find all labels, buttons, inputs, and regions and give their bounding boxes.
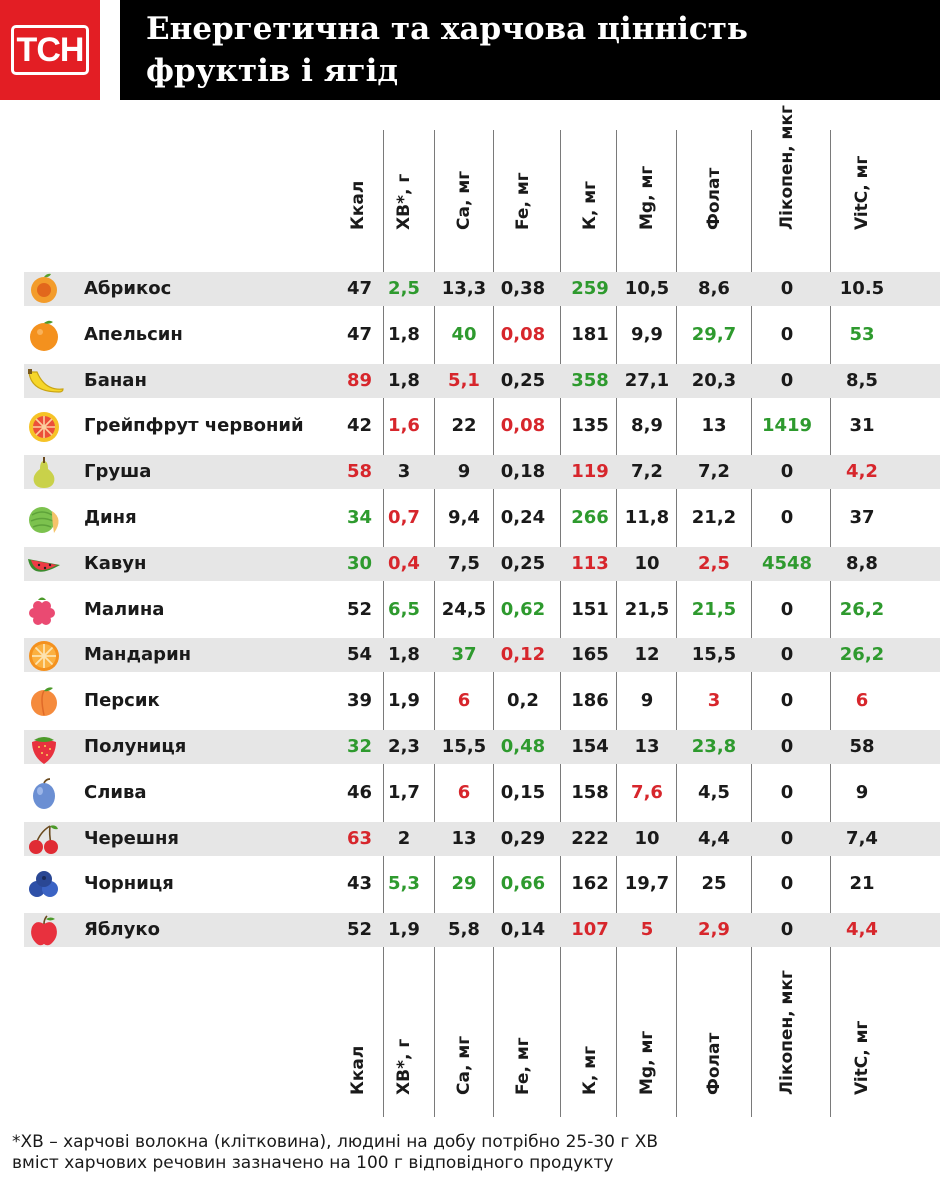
cell-lycopene: 0 — [780, 828, 794, 849]
melon-icon — [24, 501, 64, 535]
cell-calcium: 6 — [457, 690, 471, 711]
table-row — [24, 638, 940, 672]
cell-magnesium: 10,5 — [624, 278, 670, 299]
cell-folate: 7,2 — [698, 461, 730, 482]
grapefruit-icon — [24, 409, 64, 443]
column-header-label: Fe, мг — [513, 1037, 533, 1095]
banana-icon — [24, 364, 64, 398]
column-footer-folate — [688, 985, 740, 1115]
cell-vitamin-c: 6 — [855, 690, 869, 711]
raspberry-icon — [24, 593, 64, 627]
column-footer-lycopene — [761, 970, 813, 1115]
cell-magnesium: 9 — [640, 690, 654, 711]
cell-iron: 0,18 — [500, 461, 546, 482]
cell-magnesium: 12 — [634, 644, 660, 665]
cell-iron: 0,08 — [500, 415, 546, 436]
cell-calcium: 22 — [451, 415, 477, 436]
table-row — [24, 318, 940, 352]
table-row — [24, 776, 940, 810]
cell-lycopene: 0 — [780, 919, 794, 940]
column-header-label: Mg, мг — [637, 1030, 657, 1095]
fruit-name: Абрикос — [84, 278, 172, 299]
cell-potassium: 162 — [571, 873, 609, 894]
fruit-name: Груша — [84, 461, 152, 482]
cell-potassium: 266 — [571, 507, 609, 528]
cell-calcium: 7,5 — [448, 553, 480, 574]
table-row — [24, 867, 940, 901]
cell-magnesium: 8,9 — [631, 415, 663, 436]
cell-lycopene: 0 — [780, 736, 794, 757]
cell-lycopene: 0 — [780, 461, 794, 482]
cell-lycopene: 0 — [780, 599, 794, 620]
table-row — [24, 364, 940, 398]
column-header-lycopene — [761, 105, 813, 250]
cell-lycopene: 0 — [780, 782, 794, 803]
cell-folate: 2,5 — [698, 553, 730, 574]
column-header-iron — [497, 120, 549, 250]
logo-frame — [11, 25, 89, 75]
cell-iron: 0,38 — [500, 278, 546, 299]
cell-folate: 13 — [701, 415, 727, 436]
cell-vitamin-c: 9 — [855, 782, 869, 803]
cell-magnesium: 21,5 — [624, 599, 670, 620]
cell-potassium: 113 — [571, 553, 609, 574]
cell-folate: 20,3 — [691, 370, 737, 391]
table-row — [24, 822, 940, 856]
cell-calcium: 13,3 — [441, 278, 487, 299]
cherry-icon — [24, 822, 64, 856]
cell-magnesium: 19,7 — [624, 873, 670, 894]
cell-magnesium: 7,6 — [631, 782, 663, 803]
cell-fiber: 1,8 — [388, 644, 420, 665]
column-header-label: Ca, мг — [454, 170, 474, 230]
cell-magnesium: 10 — [634, 828, 660, 849]
column-header-label: Ккал — [348, 1045, 368, 1095]
cell-lycopene: 0 — [780, 690, 794, 711]
cell-magnesium: 10 — [634, 553, 660, 574]
cell-potassium: 358 — [571, 370, 609, 391]
cell-iron: 0,62 — [500, 599, 546, 620]
orange-icon — [24, 318, 64, 352]
column-footer-magnesium — [621, 985, 673, 1115]
cell-potassium: 119 — [571, 461, 609, 482]
cell-kcal: 46 — [346, 782, 372, 803]
fruit-name: Черешня — [84, 828, 179, 849]
fruit-name: Персик — [84, 690, 160, 711]
cell-fiber: 2,3 — [388, 736, 420, 757]
cell-lycopene: 1419 — [761, 415, 813, 436]
cell-vitamin-c: 8,5 — [846, 370, 878, 391]
table-row — [24, 730, 940, 764]
cell-potassium: 151 — [571, 599, 609, 620]
cell-lycopene: 0 — [780, 370, 794, 391]
column-header-label: Ca, мг — [454, 1035, 474, 1095]
cell-kcal: 47 — [346, 278, 372, 299]
fruit-name: Грейпфрут червоний — [84, 415, 304, 436]
table-row — [24, 913, 940, 947]
fruit-name: Диня — [84, 507, 137, 528]
cell-fiber: 5,3 — [388, 873, 420, 894]
cell-calcium: 29 — [451, 873, 477, 894]
cell-iron: 0,2 — [507, 690, 539, 711]
cell-fiber: 1,9 — [388, 919, 420, 940]
cell-iron: 0,24 — [500, 507, 546, 528]
cell-calcium: 24,5 — [441, 599, 487, 620]
cell-calcium: 13 — [451, 828, 477, 849]
footnote-line-1: *ХВ – харчові волокна (клітковина), людині на добу потрібно 25-30 г ХВ — [12, 1132, 659, 1152]
cell-kcal: 47 — [346, 324, 372, 345]
page-title-line-2: фруктів і ягід — [146, 53, 399, 89]
column-header-label: Лікопен, мкг — [777, 970, 797, 1095]
fruit-name: Малина — [84, 599, 165, 620]
fruit-name: Полуниця — [84, 736, 187, 757]
table-row — [24, 593, 940, 627]
cell-folate: 4,5 — [698, 782, 730, 803]
cell-vitamin-c: 8,8 — [846, 553, 878, 574]
column-header-potassium — [564, 120, 616, 250]
cell-fiber: 1,7 — [388, 782, 420, 803]
column-header-magnesium — [621, 120, 673, 250]
cell-lycopene: 0 — [780, 278, 794, 299]
column-header-label: К, мг — [580, 180, 600, 230]
column-footer-calcium — [438, 985, 490, 1115]
column-header-label: VitC, мг — [852, 1020, 872, 1095]
column-header-folate — [688, 120, 740, 250]
cell-kcal: 52 — [346, 919, 372, 940]
cell-fiber: 1,8 — [388, 324, 420, 345]
table-row — [24, 684, 940, 718]
apricot-icon — [24, 272, 64, 306]
blueberry-icon — [24, 867, 64, 901]
page-title-line-1: Енергетична та харчова цінність — [146, 11, 748, 47]
cell-folate: 8,6 — [698, 278, 730, 299]
cell-magnesium: 7,2 — [631, 461, 663, 482]
table-row — [24, 409, 940, 443]
cell-calcium: 9 — [457, 461, 471, 482]
cell-potassium: 181 — [571, 324, 609, 345]
column-header-label: Mg, мг — [637, 165, 657, 230]
cell-folate: 2,9 — [698, 919, 730, 940]
tsn-logo[interactable] — [0, 0, 100, 100]
cell-fiber: 2 — [397, 828, 411, 849]
cell-potassium: 186 — [571, 690, 609, 711]
cell-kcal: 52 — [346, 599, 372, 620]
cell-vitamin-c: 37 — [849, 507, 875, 528]
cell-magnesium: 11,8 — [624, 507, 670, 528]
cell-kcal: 54 — [346, 644, 372, 665]
cell-kcal: 42 — [346, 415, 372, 436]
cell-kcal: 39 — [346, 690, 372, 711]
cell-iron: 0,25 — [500, 553, 546, 574]
cell-folate: 21,2 — [691, 507, 737, 528]
fruit-name: Апельсин — [84, 324, 183, 345]
footnote — [12, 1132, 932, 1174]
cell-iron: 0,14 — [500, 919, 546, 940]
cell-folate: 23,8 — [691, 736, 737, 757]
logo-text: ТСН — [16, 31, 84, 69]
cell-iron: 0,12 — [500, 644, 546, 665]
cell-potassium: 158 — [571, 782, 609, 803]
cell-vitamin-c: 21 — [849, 873, 875, 894]
cell-vitamin-c: 26,2 — [839, 644, 885, 665]
cell-iron: 0,48 — [500, 736, 546, 757]
plum-icon — [24, 776, 64, 810]
column-footer-potassium — [564, 985, 616, 1115]
cell-magnesium: 9,9 — [631, 324, 663, 345]
fruit-name: Слива — [84, 782, 147, 803]
column-header-label: Лікопен, мкг — [777, 105, 797, 230]
column-header-vitamin-c — [836, 120, 888, 250]
column-footer-vitamin-c — [836, 985, 888, 1115]
cell-fiber: 2,5 — [388, 278, 420, 299]
cell-magnesium: 27,1 — [624, 370, 670, 391]
column-footer-kcal — [332, 985, 384, 1115]
cell-calcium: 5,8 — [448, 919, 480, 940]
cell-fiber: 0,4 — [388, 553, 420, 574]
cell-fiber: 0,7 — [388, 507, 420, 528]
cell-vitamin-c: 31 — [849, 415, 875, 436]
watermelon-icon — [24, 547, 64, 581]
cell-potassium: 107 — [571, 919, 609, 940]
apple-icon — [24, 913, 64, 947]
cell-calcium: 40 — [451, 324, 477, 345]
table-row — [24, 455, 940, 489]
cell-kcal: 89 — [346, 370, 372, 391]
cell-iron: 0,25 — [500, 370, 546, 391]
cell-calcium: 37 — [451, 644, 477, 665]
fruit-name: Банан — [84, 370, 147, 391]
cell-vitamin-c: 58 — [849, 736, 875, 757]
strawberry-icon — [24, 730, 64, 764]
column-header-label: Фолат — [704, 167, 724, 230]
cell-iron: 0,29 — [500, 828, 546, 849]
cell-folate: 3 — [707, 690, 721, 711]
cell-kcal: 63 — [346, 828, 372, 849]
column-header-calcium — [438, 120, 490, 250]
title-bar — [120, 0, 940, 100]
fruit-name: Яблуко — [84, 919, 160, 940]
cell-vitamin-c: 7,4 — [846, 828, 878, 849]
column-header-label: ХВ*, г — [394, 1038, 414, 1095]
cell-iron: 0,15 — [500, 782, 546, 803]
fruit-name: Кавун — [84, 553, 147, 574]
column-footer-fiber — [378, 985, 430, 1115]
column-header-label: Фолат — [704, 1032, 724, 1095]
cell-fiber: 3 — [397, 461, 411, 482]
footnote-line-2: вміст харчових речовин зазначено на 100 г відповідного продукту — [12, 1153, 614, 1173]
cell-iron: 0,08 — [500, 324, 546, 345]
cell-folate: 21,5 — [691, 599, 737, 620]
table-row — [24, 547, 940, 581]
cell-magnesium: 13 — [634, 736, 660, 757]
cell-vitamin-c: 53 — [849, 324, 875, 345]
cell-potassium: 222 — [571, 828, 609, 849]
cell-potassium: 165 — [571, 644, 609, 665]
cell-kcal: 32 — [346, 736, 372, 757]
cell-folate: 15,5 — [691, 644, 737, 665]
cell-potassium: 135 — [571, 415, 609, 436]
table-row — [24, 272, 940, 306]
column-header-label: Ккал — [348, 180, 368, 230]
column-header-label: ХВ*, г — [394, 173, 414, 230]
fruit-name: Мандарин — [84, 644, 192, 665]
peach-icon — [24, 684, 64, 718]
cell-fiber: 1,9 — [388, 690, 420, 711]
cell-lycopene: 0 — [780, 324, 794, 345]
cell-folate: 29,7 — [691, 324, 737, 345]
fruit-name: Чорниця — [84, 873, 174, 894]
table-row — [24, 501, 940, 535]
column-header-fiber — [378, 120, 430, 250]
cell-lycopene: 0 — [780, 507, 794, 528]
cell-folate: 4,4 — [698, 828, 730, 849]
column-header-kcal — [332, 120, 384, 250]
cell-magnesium: 5 — [640, 919, 654, 940]
cell-iron: 0,66 — [500, 873, 546, 894]
cell-kcal: 43 — [346, 873, 372, 894]
cell-vitamin-c: 4,4 — [846, 919, 878, 940]
column-header-label: К, мг — [580, 1045, 600, 1095]
cell-potassium: 259 — [571, 278, 609, 299]
cell-kcal: 34 — [346, 507, 372, 528]
tangerine-icon — [24, 638, 64, 672]
cell-vitamin-c: 10.5 — [839, 278, 885, 299]
cell-vitamin-c: 4,2 — [846, 461, 878, 482]
cell-lycopene: 0 — [780, 873, 794, 894]
cell-fiber: 6,5 — [388, 599, 420, 620]
cell-kcal: 30 — [346, 553, 372, 574]
cell-lycopene: 0 — [780, 644, 794, 665]
cell-calcium: 6 — [457, 782, 471, 803]
column-footer-iron — [497, 985, 549, 1115]
cell-vitamin-c: 26,2 — [839, 599, 885, 620]
cell-calcium: 9,4 — [448, 507, 480, 528]
cell-fiber: 1,8 — [388, 370, 420, 391]
column-header-label: VitC, мг — [852, 155, 872, 230]
cell-lycopene: 4548 — [761, 553, 813, 574]
cell-potassium: 154 — [571, 736, 609, 757]
cell-folate: 25 — [701, 873, 727, 894]
cell-calcium: 5,1 — [448, 370, 480, 391]
column-header-label: Fe, мг — [513, 172, 533, 230]
pear-icon — [24, 455, 64, 489]
cell-kcal: 58 — [346, 461, 372, 482]
cell-fiber: 1,6 — [388, 415, 420, 436]
header — [0, 0, 940, 100]
cell-calcium: 15,5 — [441, 736, 487, 757]
